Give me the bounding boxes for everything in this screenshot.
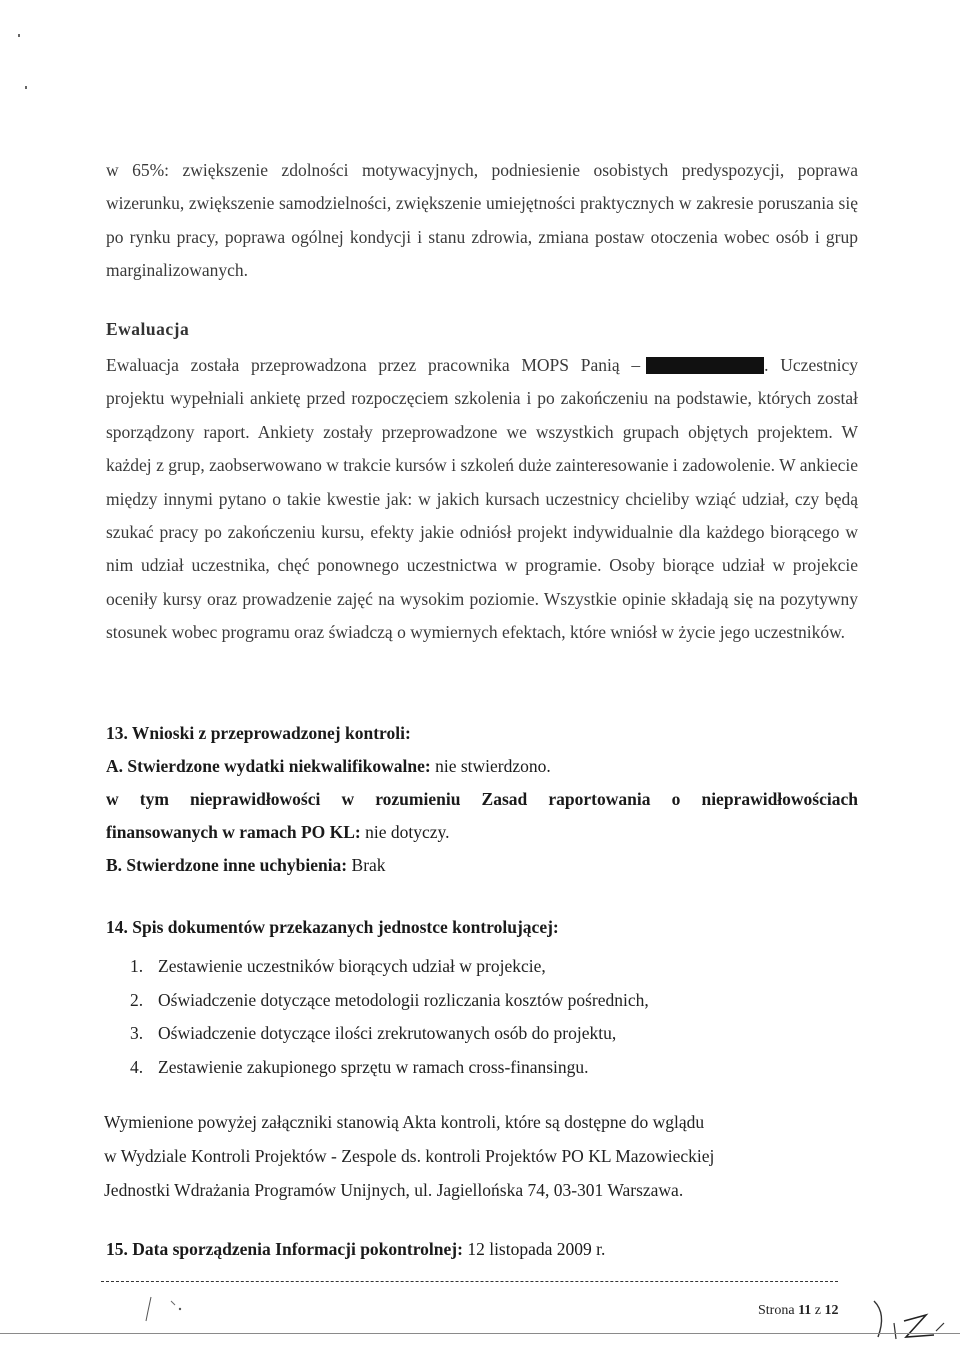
section-13-w-line2 (106, 816, 858, 849)
footer-divider (101, 1281, 838, 1282)
list-item (130, 984, 649, 1018)
attachments-paragraph (104, 1105, 864, 1207)
handwritten-mark (145, 1295, 185, 1325)
section-13-b-value: Brak (347, 855, 386, 875)
list-item-text: Oświadczenie dotyczące ilości zrekrutowanych osób do projektu, (158, 1023, 617, 1043)
section-13-w-value: nie dotyczy. (360, 822, 450, 842)
list-item-number: 1. (130, 956, 144, 976)
section-13-w-label: finansowanych w ramach PO KL: (106, 822, 361, 842)
page-current: 11 (798, 1303, 812, 1318)
paragraph-outcomes: w 65%: zwiększenie zdolności motywacyjnych, podniesienie osobistych predyspozycji, poprawa wizerunku, zwiększenie samodzielności, zwiększenie umiejętności praktycznych w zakresie poruszania się po rynku pracy, poprawa ogólnej kondycji i stanu zdrowia, zmiana postaw otoczenia wobec osób i grup marginalizowanych. (106, 160, 858, 281)
list-item (130, 1017, 649, 1051)
section-14-heading: 14. Spis dokumentów przekazanych jednostce kontrolującej: (106, 917, 559, 937)
section-13-b (106, 849, 858, 882)
section-13-w-line1: w tym nieprawidłowości w rozumieniu Zasad raportowania o nieprawidłowościach (106, 789, 858, 809)
attachments-line: Jednostki Wdrażania Programów Unijnych, ul. Jagiellońska 74, 03-301 Warszawa. (104, 1180, 684, 1200)
list-item-text: Zestawienie uczestników biorących udział w projekcie, (158, 956, 546, 976)
section-15 (106, 1239, 605, 1260)
list-item-text: Zestawienie zakupionego sprzętu w ramach cross-finansingu. (158, 1056, 589, 1077)
list-item (130, 1051, 649, 1085)
scan-edge-line (0, 1333, 960, 1334)
evaluation-paragraph (106, 349, 858, 650)
evaluation-heading: Ewaluacja (106, 319, 190, 339)
page-total: 12 (824, 1303, 839, 1318)
page-number (758, 1303, 839, 1319)
scan-speck (18, 34, 20, 37)
attachments-line: Wymienione powyżej załączniki stanowią Akta kontroli, które są dostępne do wglądu (104, 1112, 705, 1132)
redacted-name-block (646, 357, 764, 374)
evaluation-intro-end: . (764, 355, 769, 375)
section-13 (106, 717, 858, 882)
page-separator: z (811, 1303, 825, 1318)
section-15-date: 12 listopada 2009 r. (462, 1239, 606, 1259)
section-13-a (106, 750, 858, 783)
list-item (130, 950, 649, 984)
page-prefix: Strona (758, 1303, 799, 1318)
list-item-number: 2. (130, 989, 144, 1010)
scan-speck (25, 86, 27, 89)
list-item-number: 3. (130, 1023, 144, 1043)
section-13-a-label: A. Stwierdzone wydatki niekwalifikowalne: (106, 756, 431, 776)
list-item-number: 4. (130, 1056, 144, 1077)
section-13-heading: 13. Wnioski z przeprowadzonej kontroli: (106, 723, 411, 743)
handwritten-initials (860, 1295, 950, 1345)
section-13-b-label: B. Stwierdzone inne uchybienia: (106, 855, 348, 875)
list-item-text: Oświadczenie dotyczące metodologii rozliczania kosztów pośrednich, (158, 989, 649, 1010)
section-15-label: 15. Data sporządzenia Informacji pokontrolnej: (106, 1239, 463, 1259)
evaluation-intro: Ewaluacja została przeprowadzona przez pracownika MOPS Panią – (106, 355, 641, 375)
section-13-a-value: nie stwierdzono. (430, 756, 551, 776)
attachments-line: w Wydziale Kontroli Projektów - Zespole ds. kontroli Projektów PO KL Mazowieckiej (104, 1146, 715, 1166)
documents-list (130, 950, 649, 1084)
evaluation-body: Uczestnicy projektu wypełniali ankietę przed rozpoczęciem szkolenia i po zakończeniu na podstawie, których został sporządzony raport. Ankiety zostały przeprowadzone we wszystkich grupach objętych projektem. W każdej z grup, zaobserwowano w trakcie kursów i szkoleń duże zainteresowanie i zadowolenie. W ankiecie między innymi pytano o takie kwestie jak: w jakich kursach uczestnicy chcieliby wziąć udział, czy będą szukać pracy po zakończeniu kursu, efekty jakie odniósł projekt indywidualnie dla każdego biorącego w nim udział uczestnika, chęć ponownego uczestnictwa w programie. Osoby biorące udział w projekcie oceniły kursy oraz prowadzenie zajęć na wysokim poziomie. Wszystkie opinie składają się na pozytywny stosunek wobec programu oraz świadczą o wymiernych efektach, które wniósł w życie jego uczestników. (106, 355, 859, 643)
